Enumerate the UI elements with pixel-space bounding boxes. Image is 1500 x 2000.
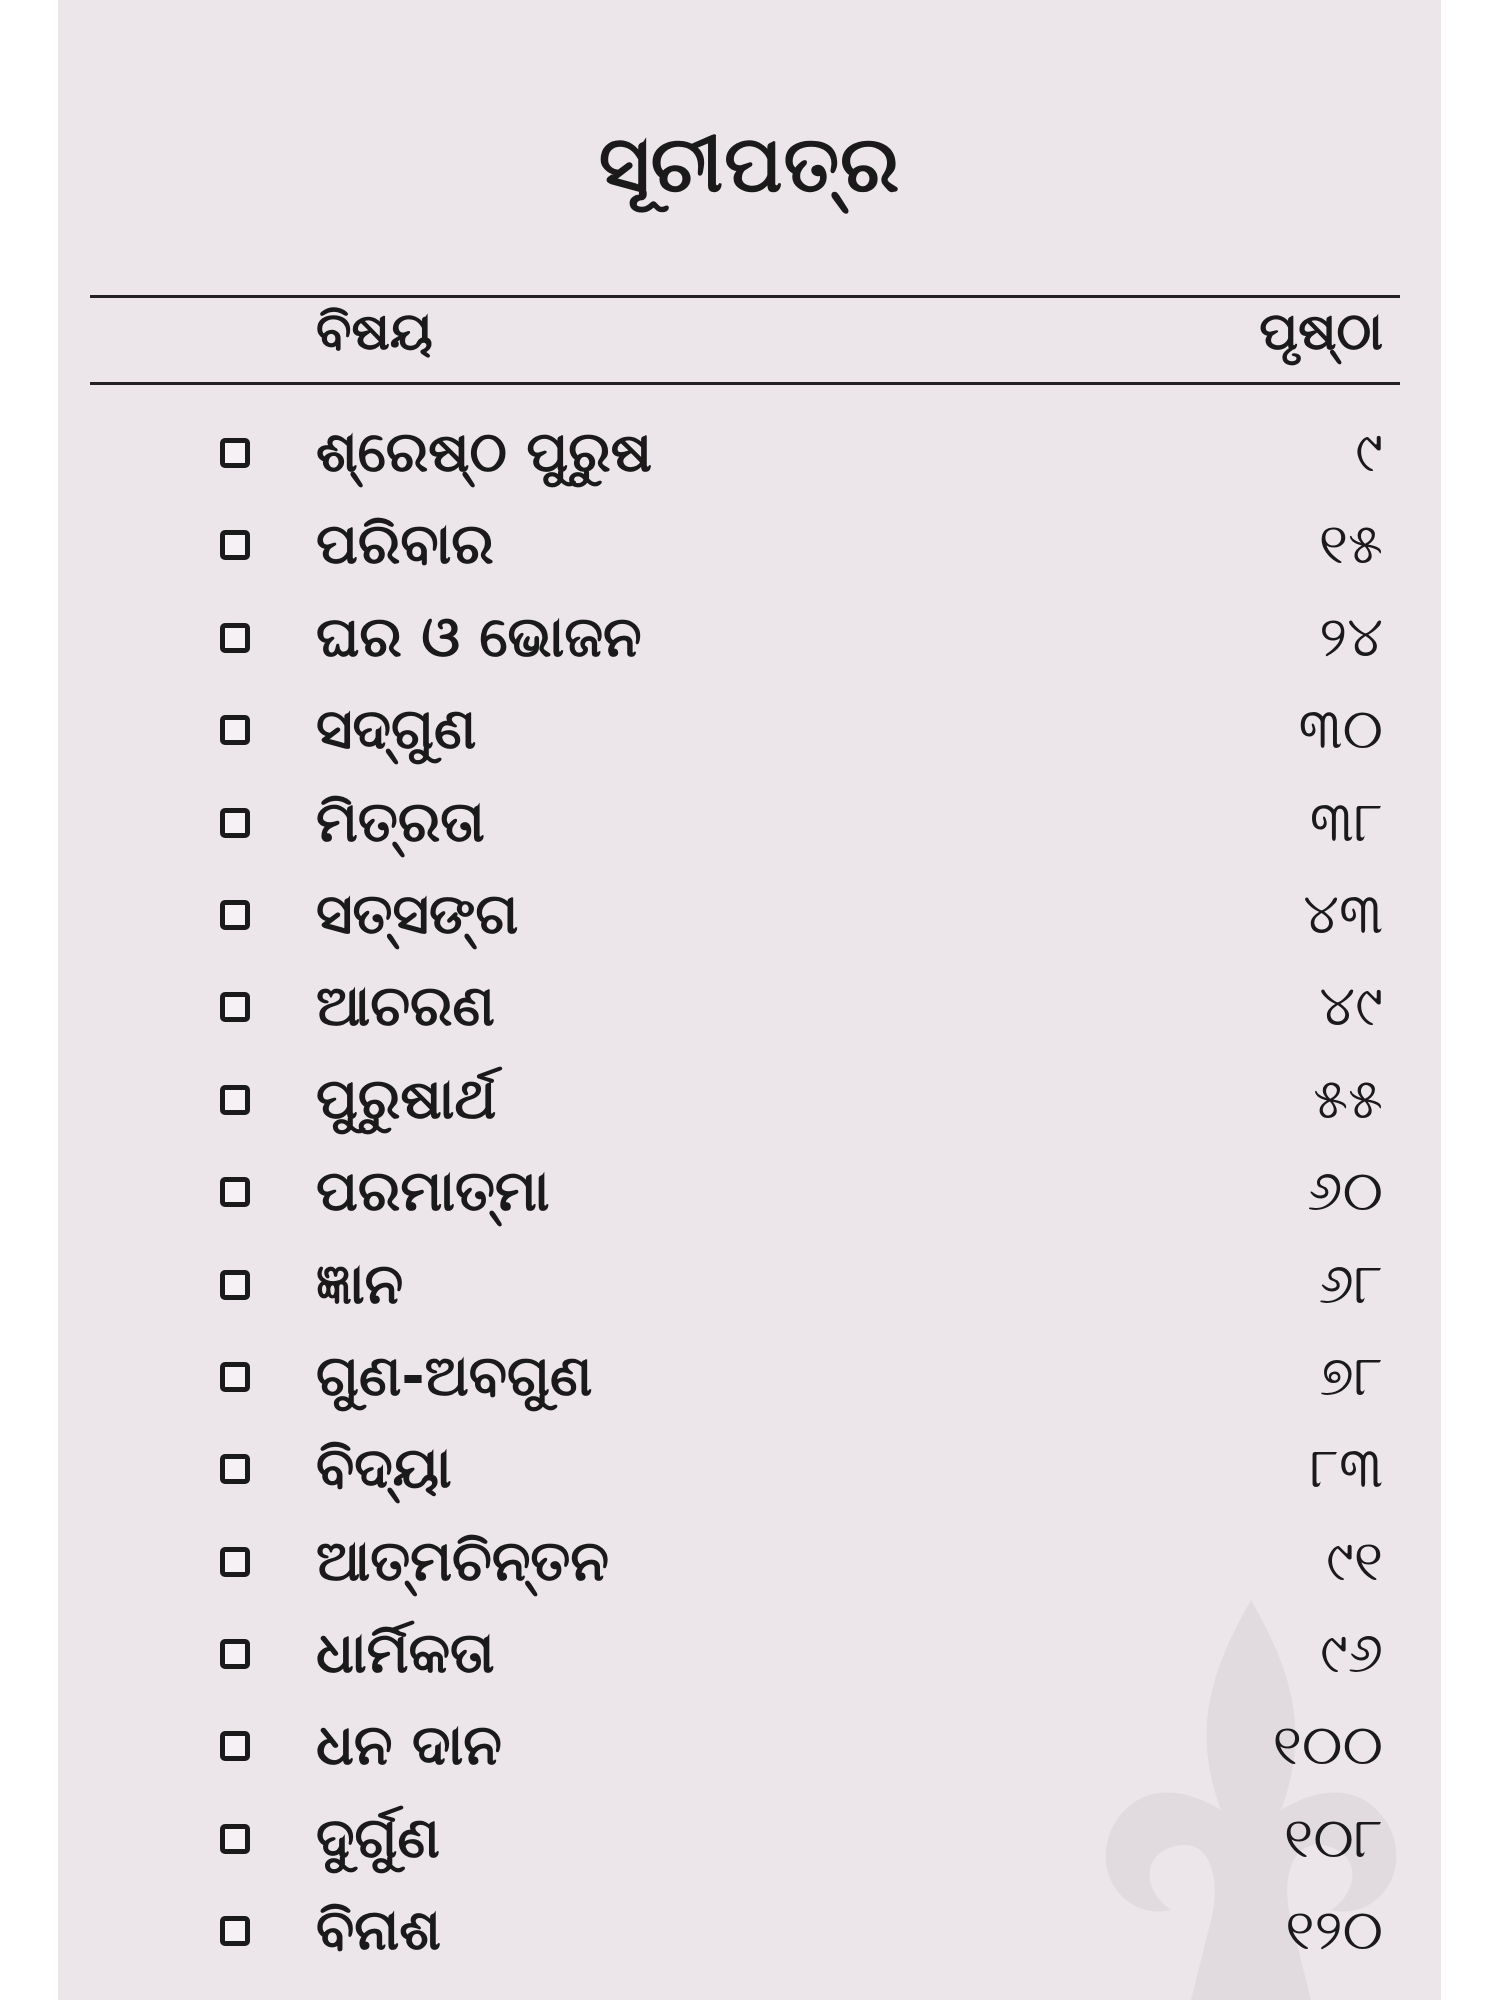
checkbox-icon (220, 1916, 250, 1946)
entry-page-number: ୯ (1355, 420, 1383, 485)
checkbox-icon (220, 1824, 250, 1854)
toc-entry (58, 418, 1441, 510)
checkbox-icon (220, 900, 250, 930)
toc-entry (58, 880, 1441, 972)
checkbox-icon (220, 808, 250, 838)
entry-page-number: ୬୦ (1307, 1159, 1383, 1225)
checkbox-icon (220, 1362, 250, 1392)
checkbox-icon (220, 1270, 250, 1300)
entry-page-number: ୪୯ (1319, 974, 1383, 1040)
entry-page-number: ୧୫ (1318, 512, 1383, 578)
entry-page-number: ୨୪ (1319, 604, 1383, 670)
entry-page-number: ୯୬ (1320, 1621, 1383, 1687)
entry-title: ଧାର୍ମିକତା (316, 1621, 495, 1687)
entry-title: ଶ୍ରେଷ୍ଠ ପୁରୁଷ (316, 420, 653, 485)
book-page (58, 0, 1441, 2000)
checkbox-icon (220, 1177, 250, 1207)
checkbox-icon (220, 992, 250, 1022)
toc-entry (58, 510, 1441, 602)
entry-title: ଗୁଣ-ଅବଗୁଣ (316, 1343, 593, 1409)
table-of-contents (58, 418, 1441, 1989)
entry-page-number: ୮୩ (1309, 1436, 1383, 1502)
entry-title: ଧନ ଦାନ (316, 1713, 502, 1779)
toc-entry (58, 1342, 1441, 1434)
checkbox-icon (220, 1639, 250, 1669)
checkbox-icon (220, 1454, 250, 1484)
checkbox-icon (220, 530, 250, 560)
toc-entry (58, 1157, 1441, 1249)
toc-entry (58, 1527, 1441, 1619)
entry-page-number: ୧୨୦ (1285, 1898, 1383, 1964)
entry-page-number: ୧୦୦ (1272, 1713, 1383, 1779)
checkbox-icon (220, 623, 250, 653)
checkbox-icon (220, 438, 250, 468)
entry-title: ପରିବାର (316, 512, 494, 578)
entry-page-number: ୭୮ (1319, 1343, 1383, 1409)
entry-title: ବିନାଶ (316, 1898, 441, 1964)
subject-column-header: ବିଷୟ (316, 302, 433, 362)
entry-page-number: ୯୧ (1325, 1528, 1383, 1594)
toc-entry (58, 1434, 1441, 1526)
entry-page-number: ୧୦୮ (1284, 1805, 1383, 1871)
entry-page-number: ୫୫ (1313, 1066, 1383, 1132)
toc-entry (58, 695, 1441, 787)
header-top-rule (90, 295, 1400, 298)
entry-title: ଜ୍ଞାନ (316, 1251, 404, 1317)
entry-title: ଆତ୍ମଚିନ୍ତନ (316, 1528, 609, 1594)
entry-title: ବିଦ୍ୟା (316, 1436, 452, 1502)
entry-page-number: ୬୮ (1318, 1251, 1383, 1317)
toc-entry (58, 1250, 1441, 1342)
toc-entry (58, 1619, 1441, 1711)
header-bottom-rule (90, 382, 1400, 385)
toc-entry (58, 1065, 1441, 1157)
toc-entry (58, 788, 1441, 880)
entry-title: ମିତ୍ରତା (316, 789, 485, 855)
checkbox-icon (220, 1547, 250, 1577)
page-title: ସୂଚୀପତ୍ର (598, 120, 901, 210)
entry-page-number: ୪୩ (1303, 881, 1383, 947)
checkbox-icon (220, 715, 250, 745)
entry-title: ପୁରୁଷାର୍ଥ (316, 1066, 497, 1132)
entry-page-number: ୩୮ (1309, 789, 1383, 855)
toc-entry (58, 603, 1441, 695)
entry-title: ଆଚରଣ (316, 974, 495, 1040)
entry-page-number: ୩୦ (1298, 697, 1383, 763)
checkbox-icon (220, 1085, 250, 1115)
entry-title: ପରମାତ୍ମା (316, 1159, 550, 1225)
checkbox-icon (220, 1731, 250, 1761)
entry-title: ସତ୍‌ସଙ୍ଗ (316, 881, 519, 947)
toc-entry (58, 1896, 1441, 1988)
toc-entry (58, 972, 1441, 1064)
entry-title: ଦୁର୍ଗୁଣ (316, 1805, 440, 1871)
entry-title: ସଦ୍‌ଗୁଣ (316, 697, 477, 763)
toc-entry (58, 1804, 1441, 1896)
toc-entry (58, 1711, 1441, 1803)
page-column-header: ପୃଷ୍ଠା (1259, 302, 1383, 362)
entry-title: ଘର ଓ ଭୋଜନ (316, 604, 642, 670)
